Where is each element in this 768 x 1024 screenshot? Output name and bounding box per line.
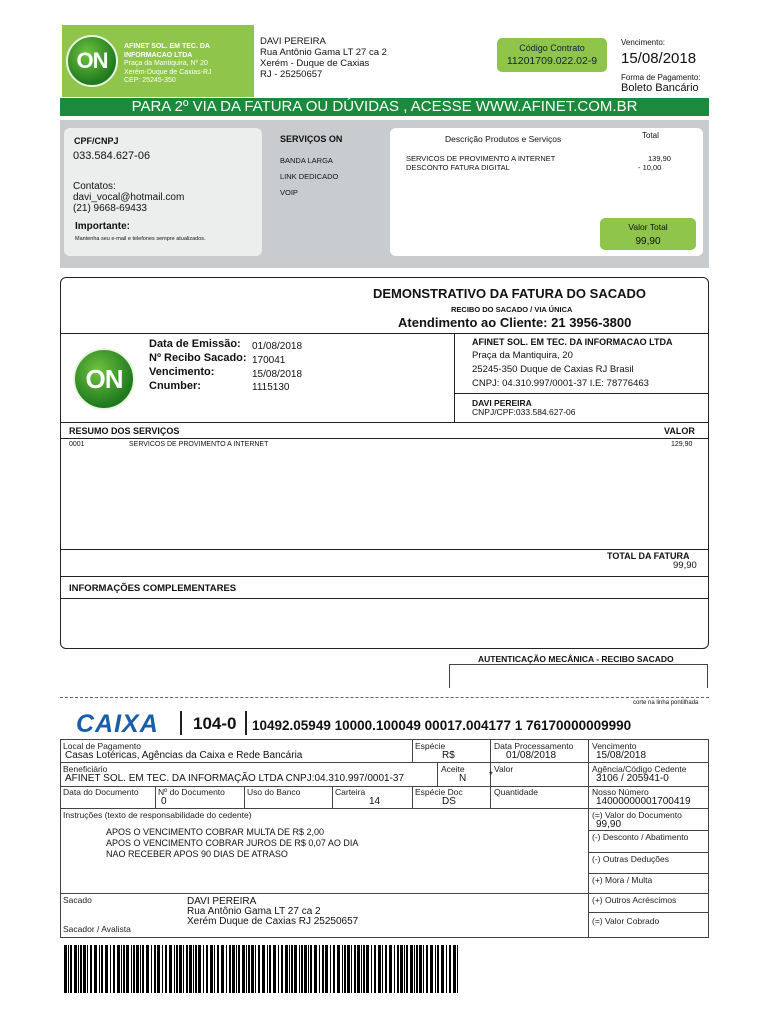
barcode-bar [64,945,67,993]
barcode-bar [176,945,178,993]
caixa-logo: CAIXA [76,710,159,738]
barcode-bar [68,945,69,993]
barcode-bar [157,945,160,993]
bank-code: 104-0 [193,714,237,733]
barcode-bar [83,945,86,993]
barcode-bar [226,945,227,993]
barcode-bar [342,945,343,993]
barcode-bar [267,945,268,993]
statement-title: DEMONSTRATIVO DA FATURA DO SACADO [373,286,646,301]
barcode-bar [198,945,201,993]
barcode-bar [242,945,245,993]
barcode-bar [457,945,458,993]
barcode-bar [136,945,139,993]
barcode-bar [94,945,97,993]
barcode-bar [289,945,290,993]
barcode-bar [80,945,82,993]
barcode-bar [238,945,240,993]
barcode-bar [278,945,279,993]
barcode-bar [397,945,399,993]
barcode-bar [378,945,381,993]
barcode-bar [203,945,204,993]
barcode-bar [322,945,324,993]
barcode-bar [330,945,331,993]
barcode-bar [394,945,395,993]
item-desc-0: SERVICOS DE PROVIMENTO A INTERNET [406,154,556,163]
barcode-bar [441,945,444,993]
barcode-bar [258,945,260,993]
barcode-bar [314,945,317,993]
barcode-bar [361,945,362,993]
barcode-bar [179,945,182,993]
barcode-bar [382,945,383,993]
barcode-bar [385,945,387,993]
barcode-bar [214,945,215,993]
barcode-bar [291,945,293,993]
barcode-bar [232,945,235,993]
barcode-bar [248,945,250,993]
barcode-bar [131,945,132,993]
barcode-bar [221,945,224,993]
products-services-card: Descrição Produtos e Serviços Total SERVICOS DE PROVIMENTO A INTERNET 139,90 DESCONTO FATURA DIGITAL - 10,00 [390,128,703,256]
barcode-bar [70,945,72,993]
service-banda-larga: BANDA LARGA [280,156,333,165]
barcode-bar [183,945,184,993]
barcode-bar [206,945,208,993]
barcode-bar [404,945,405,993]
payment-barcode [64,945,464,993]
barcode-bar [310,945,312,993]
barcode-bar [262,945,265,993]
barcode-bar [389,945,392,993]
barcode-bar [121,945,122,993]
barcode-bar [99,945,100,993]
barcode-bar [113,945,115,993]
barcode-bar [294,945,297,993]
website-banner: PARA 2º VIA DA FATURA OU DÚVIDAS , ACESSE WWW.AFINET.COM.BR [60,98,709,116]
instructions-text: APOS O VENCIMENTO COBRAR MULTA DE R$ 2,00 APOS O VENCIMENTO COBRAR JUROS DE R$ 0,07 AO DIA NAO RECEBER APOS 90 DIAS DE ATRASO [106,827,359,859]
invoice-statement: DEMONSTRATIVO DA FATURA DO SACADO RECIBO DO SACADO / VIA ÚNICA Atendimento ao Cliente: 21 3956-3800 ON Data de Emissão: 01/08/2018 Nº Recibo Sacado: 170041 Vencimento: 15/08/2018 Cnumber: 1115130 AFINET SOL. EM TEC. DA INFORMACAO LTDA Praça da Mantiquira, 20 25245-350 Duque de Caxias RJ Brasil CNPJ: 04.310.997/0001-37 I.E: 78776463 DAVI PEREIRA CNPJ/CPF:033.584.627-06 RESUMO DOS SERVIÇOS VALOR 0001 SERVICOS DE PROVIMENTO A INTERNET 129,90 TOTAL DA FATURA 99,90 INFORMAÇÕES COMPLEMENTARES [60,277,709,649]
barcode-bar [430,945,433,993]
barcode-bar [357,945,360,993]
barcode-bar [195,945,197,993]
total-invoice-value: 99,90 [673,560,697,571]
barcode-bar [354,945,356,993]
barcode-bar [251,945,254,993]
barcode-bar [304,945,307,993]
barcode-bar [344,945,346,993]
barcode-bar [101,945,103,993]
barcode-bar [453,945,456,993]
barcode-bar [193,945,194,993]
barcode-bar [236,945,237,993]
barcode-bar [410,945,413,993]
barcode-bar [123,945,125,993]
barcode-bar [117,945,120,993]
barcode-bar [435,945,436,993]
barcode-bar [308,945,309,993]
barcode-bar [162,945,163,993]
barcode-bar [319,945,320,993]
barcode-bar [105,945,108,993]
barcode-bar [189,945,192,993]
barcode-bar [133,945,135,993]
barcode-bar [371,945,372,993]
barcode-bar [255,945,256,993]
barcode-bar [414,945,415,993]
barcode-bar [78,945,79,993]
barcode-bar [426,945,428,993]
barcode-bar [406,945,408,993]
company-address: AFINET SOL. EM TEC. DA INFORMACAO LTDA Praça da Mantiquira, Nº 20 Xerém-Duque de Caxias-RJ CEP: 25245-350 [124,43,212,84]
barcode-bar [154,945,156,993]
on-logo-icon: ON [73,348,135,410]
boleto-grid: Local de Pagamento Casas Lotéricas, Agências da Caixa e Rede Bancária Espécie R$ Data Processamento 01/08/2018 Vencimento 15/08/2018 Beneficiário AFINET SOL. EM TEC. DA INFORMAÇÃO LTDA CNPJ:04.310.997/0001-37 Aceite N Valor * Agência/Código Cedente 3106 / 205941-0 Data do Documento Nº do Documento 0 Uso do Banco Carteira 14 Espécie Doc DS Quantidade Nosso Número 14000000001700419 Instruções (texto de responsabilidade do cedente) APOS O VENCIMENTO COBRAR MULTA DE R$ 2,00 APOS O VENCIMENTO COBRAR JUROS DE R$ 0,07 AO DIA NAO RECEBER APOS 90 DIAS DE ATRASO (=) Valor do Documento 99,90 (-) Desconto / Abatimento (-) Outras Deduções (+) Mora / Multa Sacado DAVI PEREIRA Rua Antônio Gama LT 27 ca 2 Xerém Duque de Caxias RJ 25250657 (+) Outros Acréscimos (=) Valor Cobrado Sacador / Avalista [60,739,709,938]
barcode-bar [165,945,167,993]
barcode-bar [90,945,92,993]
barcode-bar [142,945,144,993]
item-value-1: - 10,00 [638,163,662,172]
customer-contact-card: CPF/CNPJ 033.584.627-06 Contatos: davi_vocal@hotmail.com (21) 9668-69433 Importante: Mantenha seu e-mail e telefones sempre atualizados. [64,128,262,256]
barcode-bar [351,945,352,993]
barcode-bar [151,945,152,993]
mechanical-auth-label: AUTENTICAÇÃO MECÂNICA - RECIBO SACADO [478,654,674,664]
customer-header-address: DAVI PEREIRA Rua Antônio Gama LT 27 ca 2 Xerém - Duque de Caxias RJ - 25250657 [260,36,387,80]
barcode-bar [374,945,376,993]
barcode-bar [174,945,175,993]
table-row: 0001 [69,441,85,448]
on-logo-icon: ON [66,35,118,87]
service-voip: VOIP [280,188,298,197]
barcode-bar [229,945,231,993]
barcode-bar [74,945,77,993]
barcode-bar [366,945,369,993]
barcode-bar [110,945,111,993]
barcode-bar [333,945,335,993]
barcode-bar [400,945,403,993]
barcode-bar [281,945,283,993]
barcode-bar [285,945,288,993]
barcode-bar [416,945,418,993]
total-value-box: Valor Total 99,90 [600,218,696,250]
barcode-bar [126,945,129,993]
barcode-bar [437,945,439,993]
barcode-bar [146,945,149,993]
barcode-bar [423,945,424,993]
barcode-bar [446,945,447,993]
barcode-bar [217,945,219,993]
barcode-bar [210,945,213,993]
barcode-bar [419,945,422,993]
mechanical-auth-box [449,664,708,688]
contract-code-box: Código Contrato 11201709.022.02-9 [497,38,607,72]
barcode-bar [299,945,300,993]
barcode-bar [449,945,451,993]
header-due-date: Vencimento: 15/08/2018 Forma de Pagamento: Boleto Bancário [621,38,701,94]
barcode-bar [169,945,172,993]
service-link-dedicado: LINK DEDICADO [280,172,339,181]
payer-address: DAVI PEREIRA Rua Antônio Gama LT 27 ca 2 Xerém Duque de Caxias RJ 25250657 [187,896,359,927]
document-value: 99,90 [596,819,622,830]
barcode-bar [325,945,328,993]
barcode-bar [273,945,276,993]
item-value-0: 139,90 [648,154,671,163]
barcode-bar [246,945,247,993]
company-logo-box [62,25,254,97]
services-title: SERVIÇOS ON [280,134,343,144]
barcode-bar [87,945,88,993]
barcode-bar [337,945,340,993]
cut-line [60,697,709,698]
customer-service-phone: Atendimento ao Cliente: 21 3956-3800 [398,315,632,330]
barcode-bar [363,945,365,993]
linha-digitavel: 10492.05949 10000.100049 00017.004177 1 76170000009990 [252,718,632,733]
barcode-bar [301,945,303,993]
barcode-bar [140,945,141,993]
barcode-bar [347,945,350,993]
item-desc-1: DESCONTO FATURA DIGITAL [406,163,510,172]
barcode-bar [269,945,271,993]
barcode-bar [186,945,188,993]
